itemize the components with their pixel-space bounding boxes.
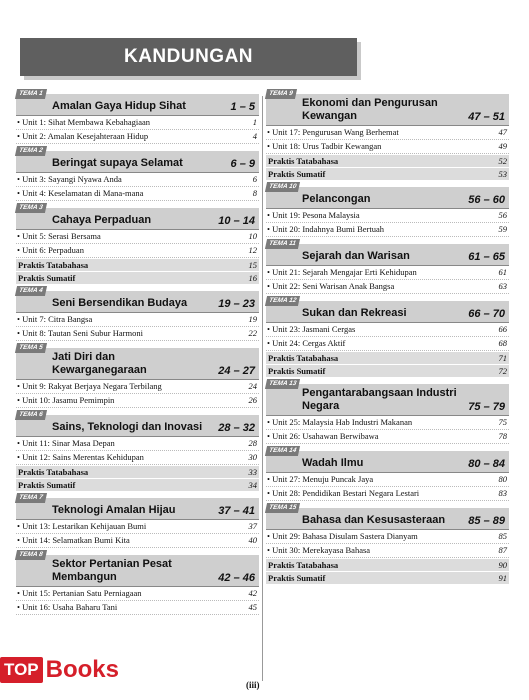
- theme-section: [16, 147, 259, 201]
- unit-entry[interactable]: [266, 266, 509, 280]
- theme-page-range: 42 – 46: [218, 572, 255, 584]
- theme-page-range: 6 – 9: [230, 158, 255, 170]
- unit-label: • Unit 11: Sinar Masa Depan: [17, 437, 115, 450]
- unit-page: 49: [498, 141, 507, 151]
- unit-entry[interactable]: [266, 337, 509, 351]
- theme-header[interactable]: [16, 494, 259, 520]
- praktis-label: Praktis Sumatif: [268, 169, 326, 179]
- praktis-page: 91: [498, 573, 507, 583]
- praktis-page: 34: [248, 480, 257, 490]
- praktis-page: 53: [498, 169, 507, 179]
- theme-section: [16, 411, 259, 491]
- theme-page-range: 24 – 27: [218, 365, 255, 377]
- theme-header[interactable]: [266, 380, 509, 416]
- unit-entry[interactable]: [16, 587, 259, 601]
- unit-page: 59: [498, 224, 507, 234]
- theme-tag-badge: TEMA 9: [265, 89, 297, 99]
- toc-right-column: [266, 90, 509, 591]
- theme-tag-badge: TEMA 4: [15, 286, 47, 296]
- theme-header[interactable]: [266, 504, 509, 530]
- unit-entry[interactable]: [266, 530, 509, 544]
- unit-page: 83: [498, 488, 507, 498]
- theme-title: Jati Diri dan Kewarganegaraan: [52, 351, 147, 376]
- unit-label: • Unit 12: Sains Merentas Kehidupan: [17, 451, 144, 464]
- theme-page-range: 56 – 60: [468, 194, 505, 206]
- praktis-entry[interactable]: [16, 478, 259, 491]
- unit-label: • Unit 21: Sejarah Mengajar Erti Kehidupan: [267, 266, 417, 279]
- praktis-label: Praktis Sumatif: [18, 273, 76, 283]
- theme-header[interactable]: [16, 551, 259, 587]
- unit-entry[interactable]: [266, 280, 509, 294]
- unit-page: 63: [498, 281, 507, 291]
- unit-label: • Unit 3: Sayangi Nyawa Anda: [17, 173, 122, 186]
- theme-title: Seni Bersendikan Budaya: [52, 297, 188, 309]
- unit-entry[interactable]: [16, 601, 259, 615]
- unit-label: • Unit 14: Selamatkan Bumi Kita: [17, 534, 130, 547]
- unit-page: 66: [498, 324, 507, 334]
- theme-tag-badge: TEMA 1: [15, 89, 47, 99]
- praktis-entry[interactable]: [266, 571, 509, 584]
- praktis-entry[interactable]: [266, 351, 509, 364]
- theme-section: [266, 380, 509, 444]
- praktis-entry[interactable]: [266, 154, 509, 167]
- theme-page-range: 47 – 51: [468, 111, 505, 123]
- theme-section: [16, 90, 259, 144]
- theme-title: Teknologi Amalan Hijau: [52, 504, 176, 516]
- page-title: KANDUNGAN: [123, 46, 254, 67]
- unit-entry[interactable]: [16, 187, 259, 201]
- unit-label: • Unit 13: Lestarikan Kehijauan Bumi: [17, 520, 146, 533]
- unit-entry[interactable]: [16, 230, 259, 244]
- theme-header[interactable]: [266, 183, 509, 209]
- unit-label: • Unit 25: Malaysia Hab Industri Makanan: [267, 416, 412, 429]
- theme-page-range: 28 – 32: [218, 422, 255, 434]
- theme-header[interactable]: [266, 297, 509, 323]
- praktis-label: Praktis Sumatif: [18, 480, 76, 490]
- theme-page-range: 1 – 5: [230, 101, 255, 113]
- unit-page: 26: [248, 395, 257, 405]
- theme-header[interactable]: [16, 147, 259, 173]
- praktis-label: Praktis Tatabahasa: [268, 156, 339, 166]
- praktis-page: 15: [248, 260, 257, 270]
- unit-label: • Unit 5: Serasi Bersama: [17, 230, 101, 243]
- unit-entry[interactable]: [16, 173, 259, 187]
- theme-title: Cahaya Perpaduan: [52, 214, 152, 226]
- unit-entry[interactable]: [16, 327, 259, 341]
- theme-section: [16, 344, 259, 408]
- theme-tag-badge: TEMA 14: [265, 446, 300, 456]
- unit-page: 1: [252, 117, 257, 127]
- theme-header[interactable]: [266, 447, 509, 473]
- theme-tag-badge: TEMA 8: [15, 550, 47, 560]
- theme-title: Wadah Ilmu: [302, 457, 364, 469]
- praktis-entry[interactable]: [266, 167, 509, 180]
- theme-header[interactable]: [16, 287, 259, 313]
- unit-page: 24: [248, 381, 257, 391]
- unit-entry[interactable]: [266, 430, 509, 444]
- unit-entry[interactable]: [266, 140, 509, 154]
- unit-label: • Unit 29: Bahasa Disulam Sastera Dianyam: [267, 530, 418, 543]
- theme-tag-badge: TEMA 6: [15, 410, 47, 420]
- theme-page-range: 85 – 89: [468, 515, 505, 527]
- logo-books-text: Books: [45, 656, 119, 683]
- unit-label: • Unit 26: Usahawan Berwibawa: [267, 430, 379, 443]
- unit-page: 47: [498, 127, 507, 137]
- praktis-label: Praktis Tatabahasa: [18, 467, 89, 477]
- theme-title: Sektor Pertanian Pesat Membangun: [52, 558, 172, 583]
- unit-page: 87: [498, 545, 507, 555]
- unit-page: 40: [248, 535, 257, 545]
- theme-header[interactable]: [16, 90, 259, 116]
- unit-entry[interactable]: [266, 323, 509, 337]
- unit-entry[interactable]: [266, 487, 509, 501]
- theme-page-range: 37 – 41: [218, 505, 255, 517]
- unit-entry[interactable]: [266, 209, 509, 223]
- unit-page: 61: [498, 267, 507, 277]
- theme-header[interactable]: [16, 344, 259, 380]
- unit-page: 37: [248, 521, 257, 531]
- unit-page: 85: [498, 531, 507, 541]
- theme-title: Beringat supaya Selamat: [52, 157, 183, 169]
- theme-title: Amalan Gaya Hidup Sihat: [52, 100, 186, 112]
- unit-label: • Unit 10: Jasamu Pemimpin: [17, 394, 114, 407]
- theme-title: Pengantarabangsaan Industri Negara: [302, 387, 457, 412]
- unit-label: • Unit 6: Perpaduan: [17, 244, 84, 257]
- theme-header[interactable]: [16, 411, 259, 437]
- praktis-entry[interactable]: [16, 465, 259, 478]
- praktis-label: Praktis Sumatif: [268, 366, 326, 376]
- praktis-entry[interactable]: [266, 558, 509, 571]
- unit-label: • Unit 22: Seni Warisan Anak Bangsa: [267, 280, 394, 293]
- theme-section: [266, 240, 509, 294]
- unit-entry[interactable]: [266, 416, 509, 430]
- theme-section: [266, 504, 509, 584]
- unit-entry[interactable]: [16, 437, 259, 451]
- theme-section: [16, 551, 259, 615]
- unit-label: • Unit 18: Urus Tadbir Kewangan: [267, 140, 381, 153]
- unit-label: • Unit 16: Usaha Baharu Tani: [17, 601, 117, 614]
- theme-tag-badge: TEMA 10: [265, 182, 300, 192]
- theme-tag-badge: TEMA 3: [15, 203, 47, 213]
- unit-page: 12: [248, 245, 257, 255]
- theme-section: [16, 494, 259, 548]
- unit-entry[interactable]: [266, 223, 509, 237]
- logo-top-text: TOP: [0, 657, 43, 683]
- praktis-entry[interactable]: [16, 271, 259, 284]
- theme-tag-badge: TEMA 12: [265, 296, 300, 306]
- unit-label: • Unit 28: Pendidikan Bestari Negara Lestari: [267, 487, 419, 500]
- unit-page: 22: [248, 328, 257, 338]
- unit-page: 10: [248, 231, 257, 241]
- unit-label: • Unit 1: Sihat Membawa Kebahagiaan: [17, 116, 150, 129]
- theme-page-range: 19 – 23: [218, 298, 255, 310]
- unit-label: • Unit 9: Rakyat Berjaya Negara Terbilang: [17, 380, 162, 393]
- theme-page-range: 80 – 84: [468, 458, 505, 470]
- theme-page-range: 10 – 14: [218, 215, 255, 227]
- unit-label: • Unit 4: Keselamatan di Mana-mana: [17, 187, 143, 200]
- unit-entry[interactable]: [266, 544, 509, 558]
- praktis-page: 16: [248, 273, 257, 283]
- theme-section: [16, 287, 259, 341]
- unit-page: 6: [252, 174, 257, 184]
- theme-title: Sejarah dan Warisan: [302, 250, 410, 262]
- unit-label: • Unit 20: Indahnya Bumi Bertuah: [267, 223, 384, 236]
- unit-label: • Unit 19: Pesona Malaysia: [267, 209, 360, 222]
- unit-page: 8: [252, 188, 257, 198]
- column-divider: [262, 96, 263, 681]
- unit-page: 30: [248, 452, 257, 462]
- unit-page: 42: [248, 588, 257, 598]
- theme-tag-badge: TEMA 13: [265, 379, 300, 389]
- page-title-banner: [20, 38, 357, 76]
- praktis-page: 33: [248, 467, 257, 477]
- unit-label: • Unit 15: Pertanian Satu Perniagaan: [17, 587, 142, 600]
- theme-header[interactable]: [266, 240, 509, 266]
- unit-label: • Unit 8: Tautan Seni Subur Harmoni: [17, 327, 143, 340]
- unit-entry[interactable]: [266, 126, 509, 140]
- unit-entry[interactable]: [16, 380, 259, 394]
- unit-page: 78: [498, 431, 507, 441]
- praktis-page: 52: [498, 156, 507, 166]
- unit-label: • Unit 30: Merekayasa Bahasa: [267, 544, 370, 557]
- unit-label: • Unit 2: Amalan Kesejahteraan Hidup: [17, 130, 148, 143]
- theme-header[interactable]: [266, 90, 509, 126]
- praktis-entry[interactable]: [266, 364, 509, 377]
- theme-section: [266, 297, 509, 377]
- unit-label: • Unit 17: Pengurusan Wang Berhemat: [267, 126, 399, 139]
- theme-page-range: 66 – 70: [468, 308, 505, 320]
- theme-tag-badge: TEMA 15: [265, 503, 300, 513]
- unit-entry[interactable]: [16, 534, 259, 548]
- unit-entry[interactable]: [16, 451, 259, 465]
- praktis-label: Praktis Tatabahasa: [18, 260, 89, 270]
- unit-entry[interactable]: [266, 473, 509, 487]
- unit-label: • Unit 24: Cergas Aktif: [267, 337, 345, 350]
- unit-entry[interactable]: [16, 130, 259, 144]
- praktis-page: 71: [498, 353, 507, 363]
- theme-tag-badge: TEMA 11: [265, 239, 300, 249]
- unit-entry[interactable]: [16, 520, 259, 534]
- topbooks-logo: [0, 643, 176, 683]
- unit-entry[interactable]: [16, 116, 259, 130]
- praktis-page: 72: [498, 366, 507, 376]
- toc-left-column: [16, 90, 259, 622]
- theme-tag-badge: TEMA 7: [15, 493, 47, 503]
- unit-page: 4: [252, 131, 257, 141]
- theme-title: Ekonomi dan Pengurusan Kewangan: [302, 97, 438, 122]
- theme-title: Pelancongan: [302, 193, 371, 205]
- unit-page: 80: [498, 474, 507, 484]
- theme-header[interactable]: [16, 204, 259, 230]
- praktis-label: Praktis Tatabahasa: [268, 560, 339, 570]
- theme-title: Bahasa dan Kesusasteraan: [302, 514, 446, 526]
- theme-section: [266, 183, 509, 237]
- unit-label: • Unit 7: Citra Bangsa: [17, 313, 92, 326]
- unit-entry[interactable]: [16, 394, 259, 408]
- theme-section: [16, 204, 259, 284]
- unit-label: • Unit 27: Menuju Puncak Jaya: [267, 473, 373, 486]
- unit-page: 75: [498, 417, 507, 427]
- unit-page: 45: [248, 602, 257, 612]
- page-number: (iii): [246, 680, 260, 690]
- unit-page: 56: [498, 210, 507, 220]
- theme-tag-badge: TEMA 2: [15, 146, 47, 156]
- theme-title: Sukan dan Rekreasi: [302, 307, 407, 319]
- praktis-label: Praktis Tatabahasa: [268, 353, 339, 363]
- praktis-label: Praktis Sumatif: [268, 573, 326, 583]
- theme-page-range: 75 – 79: [468, 401, 505, 413]
- theme-title: Sains, Teknologi dan Inovasi: [52, 421, 203, 433]
- theme-section: [266, 90, 509, 180]
- theme-page-range: 61 – 65: [468, 251, 505, 263]
- unit-entry[interactable]: [16, 244, 259, 258]
- praktis-page: 90: [498, 560, 507, 570]
- theme-tag-badge: TEMA 5: [15, 343, 47, 353]
- unit-page: 28: [248, 438, 257, 448]
- unit-page: 19: [248, 314, 257, 324]
- theme-section: [266, 447, 509, 501]
- unit-entry[interactable]: [16, 313, 259, 327]
- praktis-entry[interactable]: [16, 258, 259, 271]
- unit-label: • Unit 23: Jasmani Cergas: [267, 323, 355, 336]
- unit-page: 68: [498, 338, 507, 348]
